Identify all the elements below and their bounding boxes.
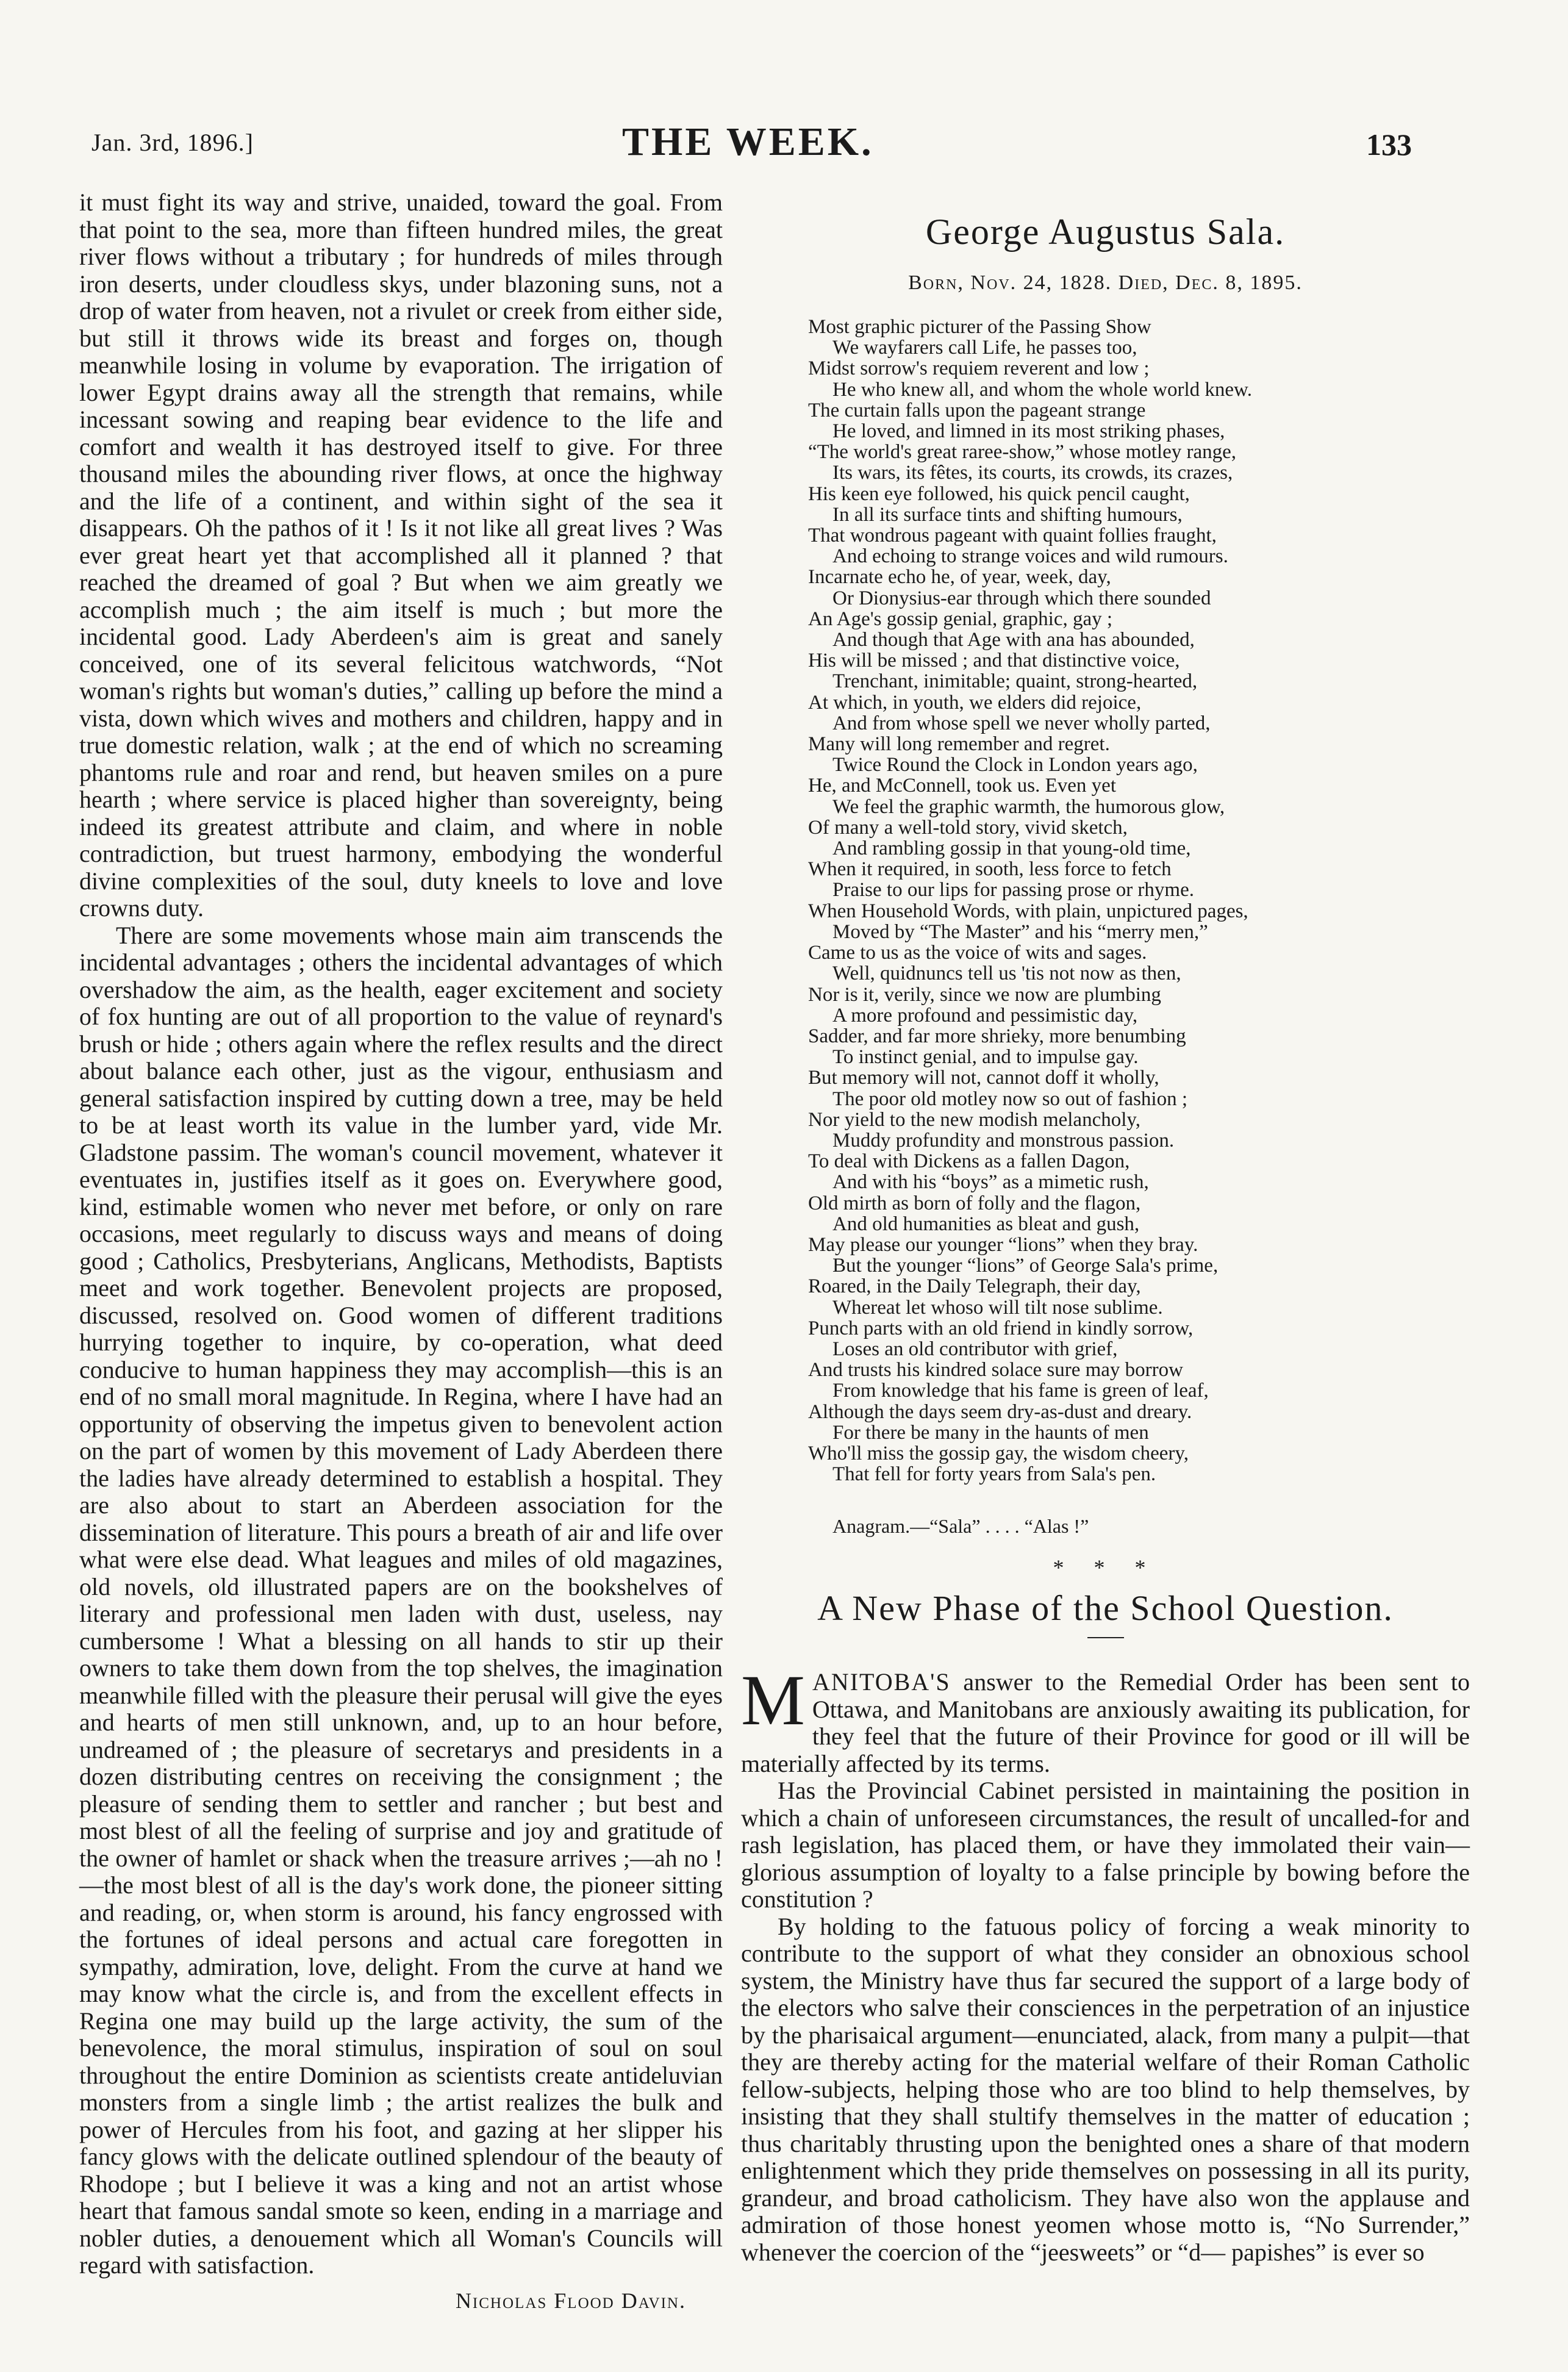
essay-paragraph: There are some movements whose main aim transcends the incidental advantages ; others the incidental advantages of which overshadow the aim, as the health, eager excitement and society of fox hunting are out of all proportion to the value of reynard's brush or hide ; others again where the reflex results and the direct about balance each other, just as the vigour, enthusiasm and general satisfaction inspired by cutting down a tree, may be held to be at least worth its value in the lumber yard, vide Mr. Gladstone passim. The woman's council movement, whatever it eventuates in, justifies itself as it goes on. Everywhere good, kind, estimable women who never met before, or only on rare occasions, meet regularly to discuss ways and means of doing good ; Catholics, Presbyterians, Anglicans, Methodists, Baptists meet and work together. Benevolent projects are proposed, discussed, resolved on. Good women of different traditions hurrying together to inquire, by co-operation, what deed conducive to human happiness they may accomplish—this is an end of no small moral magnitude. In Regina, where I have had an opportunity of observing the impetus given to benevolent action on the part of women by this movement of Lady Aberdeen there the ladies have already determined to establish a hospital. They are also about to start an Aberdeen association for the dissemination of literature. This pours a breath of air and life over what were else dead. What leagues and miles of old magazines, old novels, old illustrated papers are on the bookshelves of literary and professional men laden with dust, useless, nay cumbersome ! What a blessing on all hands to stir up their owners to take them down from the top shelves, the imagination meanwhile filled with the pleasure their perusal will give the eyes and hearts of men still unknown, and, up to an hour before, undreamed of ; the pleasure of secretarys and presidents in a dozen distributing centres on receiving the consignment ; the pleasure of sending them to settler and rancher ; but best and most blest of all the feeling of surprise and joy and gratitude of the owner of hamlet or shack when the treasure arrives ;—ah no !—the most blest of all is the day's work done, the pioneer sitting and reading, or, when storm is around, his fancy engrossed with the fortunes of ideal persons and actual care foregotten in sympathy, admiration, love, delight. From the curve at hand we may know what the circle is, and from the excellent effects in Regina one may build up the large activity, the sum of the benevolence, the moral stimulus, inspiration of soul on soul throughout the entire Dominion as scientists create antideluvian monsters from a single limb ; the artist realizes the bulk and power of Hercules from his foot, and gazing at her slipper his fancy glows with the delicate outlined splendour of the beauty of Rhodope ; but I believe it was a king and not an artist whose heart that famous sandal smote so keen, ending in a marriage and nobler duties, a denouement which all Woman's Councils will regard with satisfaction. <box>79 921 723 2279</box>
lead-text: answer to the Remedial Order has been sent to Ottawa, and Manitobans are anxiously awaiting its publication, for they feel that the future of their Province for good or ill will be materially affected by its terms. <box>741 1668 1470 1777</box>
poem-line: And though that Age with ana has abounded, <box>832 629 1195 651</box>
poem-line: That wondrous pageant with quaint follies fraught, <box>808 525 1217 547</box>
author-signature: Nicholas Flood Davin. <box>455 2288 686 2313</box>
article-paragraph: By holding to the fatuous policy of forcing a weak minority to contribute to the support of what they consider an obnoxious school system, the Ministry have thus far secured the support of a large body of the electors who salve their consciences in the perpetration of an injustice by the pharisaical argument—enunciated, alack, from many a pulpit—that they are thereby acting for the material welfare of their Roman Catholic fellow-subjects, helping those who are too blind to help themselves, by insisting that they shall stultify themselves in the matter of education ; thus charitably thrusting upon the benighted ones a share of that modern enlightenment which they pride themselves on possessing in all its purity, grandeur, and broad catholicism. They have also won the applause and admiration of those honest yeomen whose motto is, “No Surrender,” whenever the coercion of the “jeesweets” or “d— papishes” is ever so <box>741 1912 1470 2266</box>
poem-line: From knowledge that his fame is green of leaf, <box>832 1380 1209 1402</box>
section-separator: * * * <box>1053 1555 1158 1580</box>
poem-line: Its wars, its fêtes, its courts, its crowds, its crazes, <box>832 462 1233 484</box>
article-paragraph: Has the Provincial Cabinet persisted in maintaining the position in which a chain of unforeseen circumstances, the result of uncalled-for and rash legislation, has placed them, or have they immolated their vain—glorious assumption of loyalty to a false principle by bowing before the constitution ? <box>741 1777 1470 1913</box>
drop-cap: M <box>741 1660 805 1741</box>
poem-line: But the younger “lions” of George Sala's prime, <box>832 1255 1219 1277</box>
right-column <box>741 189 1470 2266</box>
poem-line: Of many a well-told story, vivid sketch, <box>808 816 1128 839</box>
poem-line: Who'll miss the gossip gay, the wisdom cheery, <box>808 1442 1189 1464</box>
essay-paragraph: it must fight its way and strive, unaided, toward the goal. From that point to the sea, more than fifteen hundred miles, the great river flows without a tributary ; for hundreds of miles through iron deserts, under cloudless skys, under blazoning suns, not a drop of water from heaven, not a rivulet or creek from either side, but still it throws wide its breast and forges on, though meanwhile losing in volume by evaporation. The irrigation of lower Egypt drains away all the strength that remains, while incessant sowing and reaping bear evidence to the life and comfort and wealth it has destroyed itself to give. For three thousand miles the abounding river flows, at once the highway and the life of a continent, and within sight of the sea it disappears. Oh the pathos of it ! Is it not like all great lives ? Was ever great heart yet that accomplished all it planned ? that reached the dreamed of goal ? But when we aim greatly we accomplish much ; the aim itself is much ; but more the incidental good. Lady Aberdeen's aim is great and sanely conceived, one of its several felicitous watchwords, “Not woman's rights but woman's duties,” calling up before the mind a vista, down which wives and mothers and children, happy and in true domestic relation, walk ; at the end of which no screaming phantoms rule and roar and rend, but heaven smiles on a pure hearth ; where service is placed higher than sovereignty, being indeed its greatest attribute and claim, and where in noble contradiction, but truest harmony, embodying the wonderful divine complexities of the soul, duty kneels to love and love crowns duty. <box>79 188 723 922</box>
lead-caps: ANITOBA'S <box>812 1668 951 1696</box>
poem-line: When Household Words, with plain, unpictured pages, <box>808 900 1248 922</box>
poem-line: Nor is it, verily, since we now are plumbing <box>808 983 1161 1006</box>
poem-body <box>808 317 1470 1485</box>
poem-dates: Born, Nov. 24, 1828. Died, Dec. 8, 1895. <box>908 271 1303 294</box>
poem-line: Old mirth as born of folly and the flagon, <box>808 1192 1141 1214</box>
page-number: 133 <box>1366 127 1412 162</box>
poem-line: Most graphic picturer of the Passing Show <box>808 316 1151 338</box>
issue-date: Jan. 3rd, 1896.] <box>91 129 254 156</box>
poem-line: Came to us as the voice of wits and sages. <box>808 942 1147 964</box>
poem-line: And echoing to strange voices and wild rumours. <box>832 545 1228 568</box>
poem-title: George Augustus Sala. <box>925 212 1286 252</box>
poem-line: Loses an old contributor with grief, <box>832 1338 1118 1360</box>
poem-line: And rambling gossip in that young-old time, <box>832 837 1191 860</box>
poem-line: In all its surface tints and shifting humours, <box>832 503 1183 526</box>
poem-line: Whereat let whoso will tilt nose sublime. <box>832 1296 1163 1319</box>
masthead-title: THE WEEK. <box>622 120 874 164</box>
poem-line: To deal with Dickens as a fallen Dagon, <box>808 1150 1130 1173</box>
poem-line: Midst sorrow's requiem reverent and low ; <box>808 357 1150 380</box>
poem-line: We wayfarers call Life, he passes too, <box>832 337 1137 359</box>
poem-line: Praise to our lips for passing prose or rhyme. <box>832 879 1194 901</box>
poem-line: Although the days seem dry-as-dust and dreary. <box>808 1400 1192 1423</box>
poem-line: Twice Round the Clock in London years ago, <box>832 754 1198 776</box>
title-rule <box>1087 1637 1124 1638</box>
poem-line: Sadder, and far more shrieky, more benumbing <box>808 1025 1186 1047</box>
poem-line: Incarnate echo he, of year, week, day, <box>808 566 1111 589</box>
poem-line: Well, quidnuncs tell us 'tis not now as then, <box>832 962 1181 985</box>
poem-line: Punch parts with an old friend in kindly sorrow, <box>808 1317 1194 1339</box>
poem-line: Muddy profundity and monstrous passion. <box>832 1129 1175 1152</box>
poem-line: Moved by “The Master” and his “merry men,” <box>832 920 1208 943</box>
poem-line: An Age's gossip genial, graphic, gay ; <box>808 607 1113 630</box>
poem-line: The poor old motley now so out of fashion ; <box>832 1087 1188 1110</box>
poem-line: And old humanities as bleat and gush, <box>832 1213 1140 1235</box>
poem-line: He who knew all, and whom the whole world knew. <box>832 378 1252 401</box>
anagram-line: Anagram.—“Sala” . . . . “Alas !” <box>832 1515 1089 1538</box>
poem-line: He loved, and limned in its most striking phases, <box>832 420 1225 443</box>
poem-line: And with his “boys” as a mimetic rush, <box>832 1171 1149 1194</box>
poem-line: The curtain falls upon the pageant strange <box>808 399 1146 421</box>
article-title: A New Phase of the School Question. <box>817 1588 1394 1629</box>
poem-line: For there be many in the haunts of men <box>832 1421 1149 1444</box>
poem-line: And from whose spell we never wholly parted, <box>832 712 1211 734</box>
poem-line: “The world's great raree-show,” whose motley range, <box>808 441 1237 464</box>
poem-line: Trenchant, inimitable; quaint, strong-hearted, <box>832 670 1198 693</box>
poem-line: Roared, in the Daily Telegraph, their day, <box>808 1275 1141 1298</box>
left-column <box>79 189 723 2313</box>
poem-line: When it required, in sooth, less force to fetch <box>808 858 1172 881</box>
poem-line: Or Dionysius-ear through which there sounded <box>832 587 1211 609</box>
poem-line: Nor yield to the new modish melancholy, <box>808 1108 1140 1131</box>
poem-line: That fell for forty years from Sala's pen. <box>832 1463 1156 1486</box>
poem-line: A more profound and pessimistic day, <box>832 1004 1138 1027</box>
poem-line: Many will long remember and regret. <box>808 733 1110 756</box>
poem-line: His will be missed ; and that distinctive voice, <box>808 650 1180 672</box>
poem-line: We feel the graphic warmth, the humorous glow, <box>832 795 1225 818</box>
article-lead-paragraph <box>741 1660 1470 1777</box>
poem-line: He, and McConnell, took us. Even yet <box>808 775 1116 797</box>
poem-line: May please our younger “lions” when they bray. <box>808 1233 1198 1256</box>
poem-line: His keen eye followed, his quick pencil caught, <box>808 482 1190 505</box>
poem-line: To instinct genial, and to impulse gay. <box>832 1046 1139 1069</box>
poem-line: And trusts his kindred solace sure may borrow <box>808 1359 1183 1381</box>
poem-line: At which, in youth, we elders did rejoice, <box>808 691 1142 714</box>
poem-line: But memory will not, cannot doff it wholly, <box>808 1067 1159 1089</box>
